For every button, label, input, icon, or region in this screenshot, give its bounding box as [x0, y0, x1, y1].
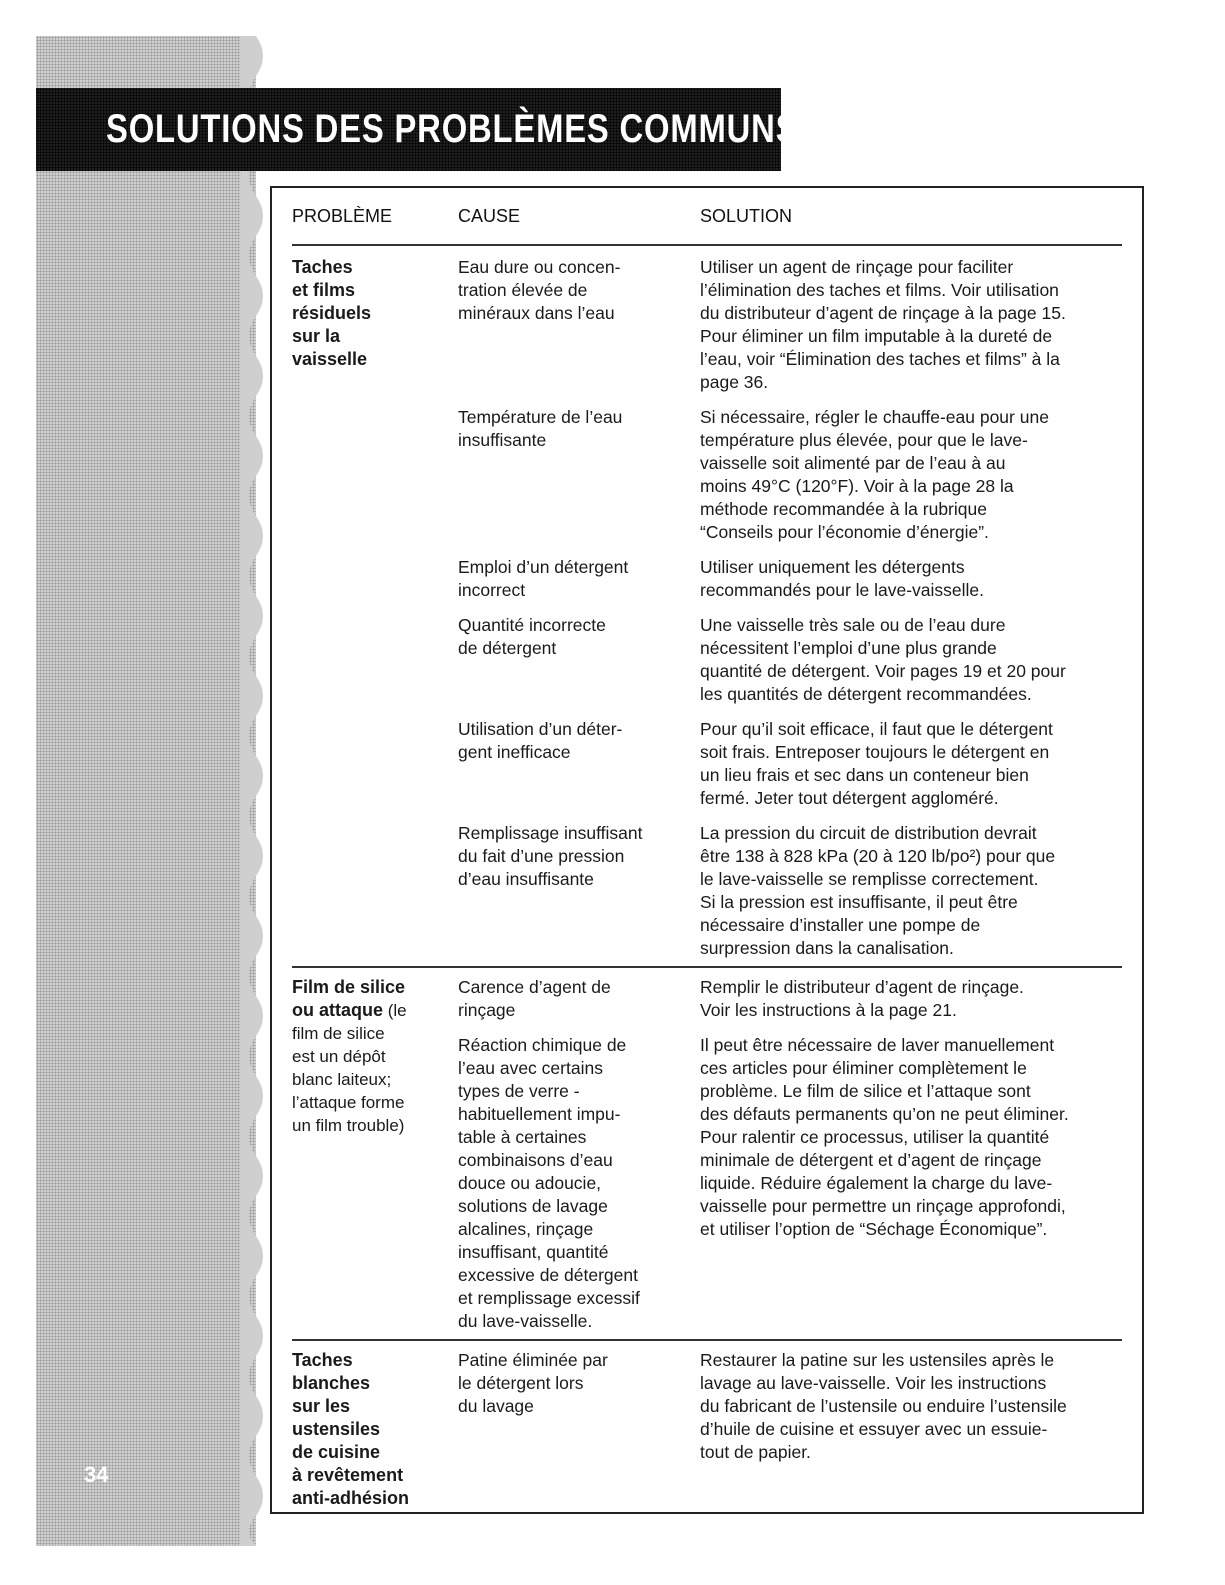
solution-cell: Si nécessaire, régler le chauffe-eau pour une température plus élevée, pour que le lave- vaisselle soit alimenté par de l’eau à au moins 49°C (120°F). Voir à la page 28 la méthode recommandée à la rubrique “Conseils pour l’économie d’énergie”.	[700, 407, 1049, 542]
problem-label: Taches blanches sur les ustensiles de cuisine à revêtement anti-adhésion	[292, 1350, 410, 1508]
cause-cell: Réaction chimique de l’eau avec certains types de verre - habituellement impu- table à certaines combinaisons d’eau douce ou adoucie, solutions de lavage alcalines, rinçage insuffisant, quantité excessive de détergent et remplissage excessif du lave-vaisselle.	[458, 1035, 640, 1331]
table-row	[458, 614, 1122, 706]
page-title: SOLUTIONS DES PROBLÈMES COMMUNS DU LAVE-VAISSELLE	[106, 107, 1155, 151]
problem-group	[292, 1349, 1122, 1510]
troubleshooting-frame	[270, 186, 1144, 1514]
table-row	[458, 1034, 1122, 1333]
cause-solution-list	[458, 976, 1122, 1333]
problem-group	[292, 976, 1122, 1333]
cause-cell: Patine éliminée par le détergent lors du lavage	[458, 1350, 608, 1416]
header-problem: PROBLÈME	[292, 206, 393, 226]
wavy-edge	[240, 36, 270, 1546]
solution-cell: Remplir le distributeur d’agent de rinçage. Voir les instructions à la page 21.	[700, 977, 1024, 1020]
table-row	[458, 406, 1122, 544]
table-row	[458, 822, 1122, 960]
solution-cell: Il peut être nécessaire de laver manuellement ces articles pour éliminer complètement le problème. Le film de silice et l’attaque sont des défauts permanents qu’on ne peut éliminer. Pour ralentir ce processus, utiliser la quantité minimale de détergent et d’agent de rinçage liquide. Réduire également la charge du lave- vaisselle pour permettre un rinçage approfondi, et utiliser l’option de “Séchage Économique”.	[700, 1035, 1069, 1239]
problem-group	[292, 256, 1122, 960]
solution-cell: Utiliser un agent de rinçage pour faciliter l’élimination des taches et films. Voir utilisation du distributeur d’agent de rinçage à la page 15. Pour éliminer un film imputable à la dureté de l’eau, voir “Élimination des taches et films” à la page 36.	[700, 257, 1066, 392]
title-banner	[36, 88, 1155, 171]
problem-label: Taches et films résiduels sur la vaisselle	[292, 257, 372, 369]
table-row	[458, 976, 1122, 1022]
cause-cell: Remplissage insuffisant du fait d’une pression d’eau insuffisante	[458, 823, 643, 889]
cause-cell: Eau dure ou concen- tration élevée de minéraux dans l’eau	[458, 257, 621, 323]
solution-cell: La pression du circuit de distribution devrait être 138 à 828 kPa (20 à 120 lb/po²) pour que le lave-vaisselle se remplisse correctement. Si la pression est insuffisante, il peut être nécessaire d’installer une pompe de surpression dans la canalisation.	[700, 823, 1056, 958]
table-row	[458, 1349, 1122, 1464]
group-rule	[292, 966, 1122, 968]
problem-label: Film de silice ou attaque (le film de silice est un dépôt blanc laiteux; l’attaque forme un film trouble)	[292, 977, 407, 1135]
solution-cell: Restaurer la patine sur les ustensiles après le lavage au lave-vaisselle. Voir les instructions du fabricant de l’ustensile ou enduire l’ustensile d’huile de cuisine et essuyer avec un essuie- tout de papier.	[700, 1350, 1067, 1462]
table-header	[292, 206, 1122, 244]
header-solution: SOLUTION	[700, 206, 793, 226]
cause-cell: Quantité incorrecte de détergent	[458, 615, 606, 658]
decorative-sidebar	[36, 36, 256, 1546]
cause-cell: Température de l’eau insuffisante	[458, 407, 623, 450]
table-row	[458, 718, 1122, 810]
solution-cell: Utiliser uniquement les détergents recommandés pour le lave-vaisselle.	[700, 557, 985, 600]
page-number: 34	[84, 1462, 109, 1487]
table-row	[458, 256, 1122, 394]
solution-cell: Une vaisselle très sale ou de l’eau dure nécessitent l’emploi d’une plus grande quantité de détergent. Voir pages 19 et 20 pour les quantités de détergent recommandées.	[700, 615, 1066, 704]
solution-cell: Pour qu’il soit efficace, il faut que le détergent soit frais. Entreposer toujours le détergent en un lieu frais et sec dans un conteneur bien fermé. Jeter tout détergent aggloméré.	[700, 719, 1053, 808]
problem-detail: (le film de silice est un dépôt blanc laiteux; l’attaque forme un film trouble)	[292, 1001, 407, 1135]
group-rule	[292, 1339, 1122, 1341]
troubleshooting-table	[292, 206, 1122, 1510]
cause-solution-list	[458, 256, 1122, 960]
header-rule	[292, 244, 1122, 246]
header-cause: CAUSE	[458, 206, 521, 226]
table-row	[458, 556, 1122, 602]
cause-solution-list	[458, 1349, 1122, 1510]
cause-cell: Carence d’agent de rinçage	[458, 977, 611, 1020]
cause-cell: Utilisation d’un déter- gent inefficace	[458, 719, 623, 762]
cause-cell: Emploi d’un détergent incorrect	[458, 557, 629, 600]
